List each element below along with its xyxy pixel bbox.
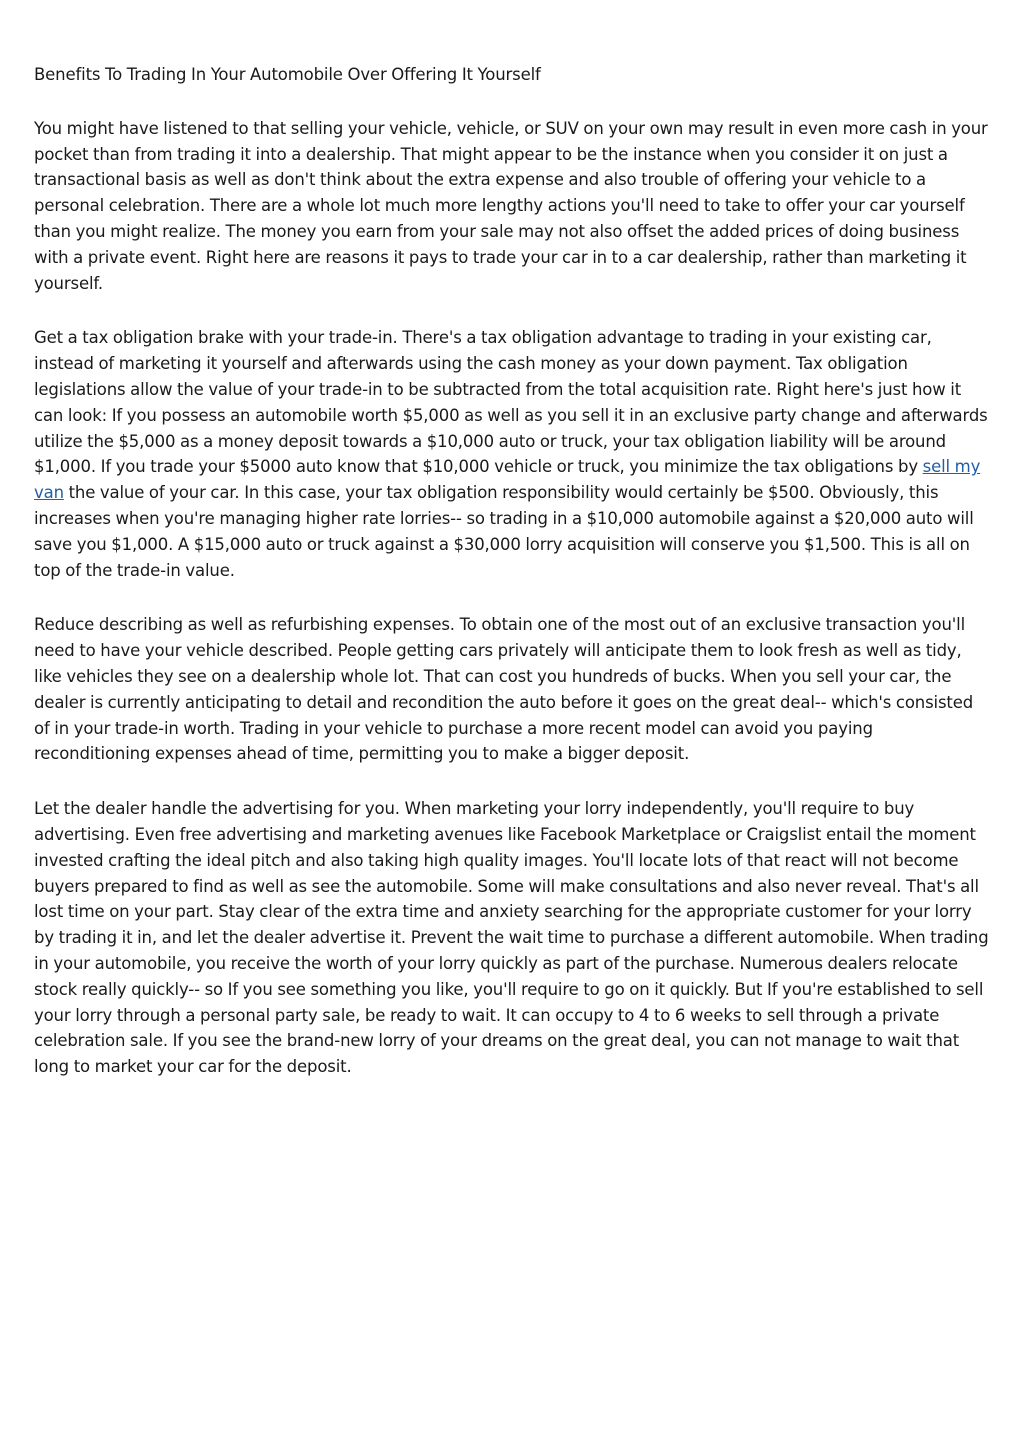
paragraph-tax-text-before-link: Get a tax obligation brake with your trade-in. There's a tax obligation advantage to trading in your existing car, instead of marketing it yourself and afterwards using the cash money as your down payment. Tax obligation legislations allow the value of your trade-in to be subtracted from the total acquisition rate. Right here's just how it can look: If you possess an automobile worth $5,000 as well as you sell it in an exclusive party change and afterwards utilize the $5,000 as a money deposit towards a $10,000 auto or truck, your tax obligation liability will be around $1,000. If you trade your $5000 auto know that $10,000 vehicle or truck, you minimize the tax obligations by	[34, 328, 988, 477]
paragraph-advertising: Let the dealer handle the advertising for you. When marketing your lorry independently, you'll require to buy advertising. Even free advertising and marketing avenues like Facebook Marketplace or Craigslist entail the moment invested crafting the ideal pitch and also taking high quality images. You'll locate lots of that react will not become buyers prepared to find as well as see the automobile. Some will make consultations and also never reveal. That's all lost time on your part. Stay clear of the extra time and anxiety searching for the appropriate customer for your lorry by trading it in, and let the dealer advertise it. Prevent the wait time to purchase a different automobile. When trading in your automobile, you receive the worth of your lorry quickly as part of the purchase. Numerous dealers relocate stock really quickly-- so If you see something you like, you'll require to go on it quickly. But If you're established to sell your lorry through a personal party sale, be ready to wait. It can occupy to 4 to 6 weeks to sell through a private celebration sale. If you see the brand-new lorry of your dreams on the great deal, you can not manage to wait that long to market your car for the deposit.	[34, 799, 989, 1077]
sell-my-van-link[interactable]: sell my van	[34, 457, 981, 503]
document-body	[34, 62, 992, 1109]
paragraph-intro: You might have listened to that selling your vehicle, vehicle, or SUV on your own may result in even more cash in your pocket than from trading it into a dealership. That might appear to be the instance when you consider it on just a transactional basis as well as don't think about the extra expense and also trouble of offering your vehicle to a personal celebration. There are a whole lot much more lengthy actions you'll need to take to offer your car yourself than you might realize. The money you earn from your sale may not also offset the added prices of doing business with a private event. Right here are reasons it pays to trade your car in to a car dealership, rather than marketing it yourself.	[34, 118, 988, 293]
paragraph-reconditioning: Reduce describing as well as refurbishing expenses. To obtain one of the most out of an exclusive transaction you'll need to have your vehicle described. People getting cars privately will anticipate them to look fresh as well as tidy, like vehicles they see on a dealership whole lot. That can cost you hundreds of bucks. When you sell your car, the dealer is currently anticipating to detail and recondition the auto before it goes on the great deal-- which's consisted of in your trade-in worth. Trading in your vehicle to purchase a more recent model can avoid you paying reconditioning expenses ahead of time, permitting you to make a bigger deposit.	[34, 615, 974, 764]
paragraph-tax-benefit	[34, 325, 992, 583]
paragraph-tax-text-after-link: the value of your car. In this case, your tax obligation responsibility would certainly be $500. Obviously, this increases when you're managing higher rate lorries-- so trading in a $10,000 automobile against a $20,000 auto will save you $1,000. A $15,000 auto or truck against a $30,000 lorry acquisition will conserve you $1,500. This is all on top of the trade-in value.	[34, 483, 974, 580]
document-title: Benefits To Trading In Your Automobile Over Offering It Yourself	[34, 65, 541, 84]
